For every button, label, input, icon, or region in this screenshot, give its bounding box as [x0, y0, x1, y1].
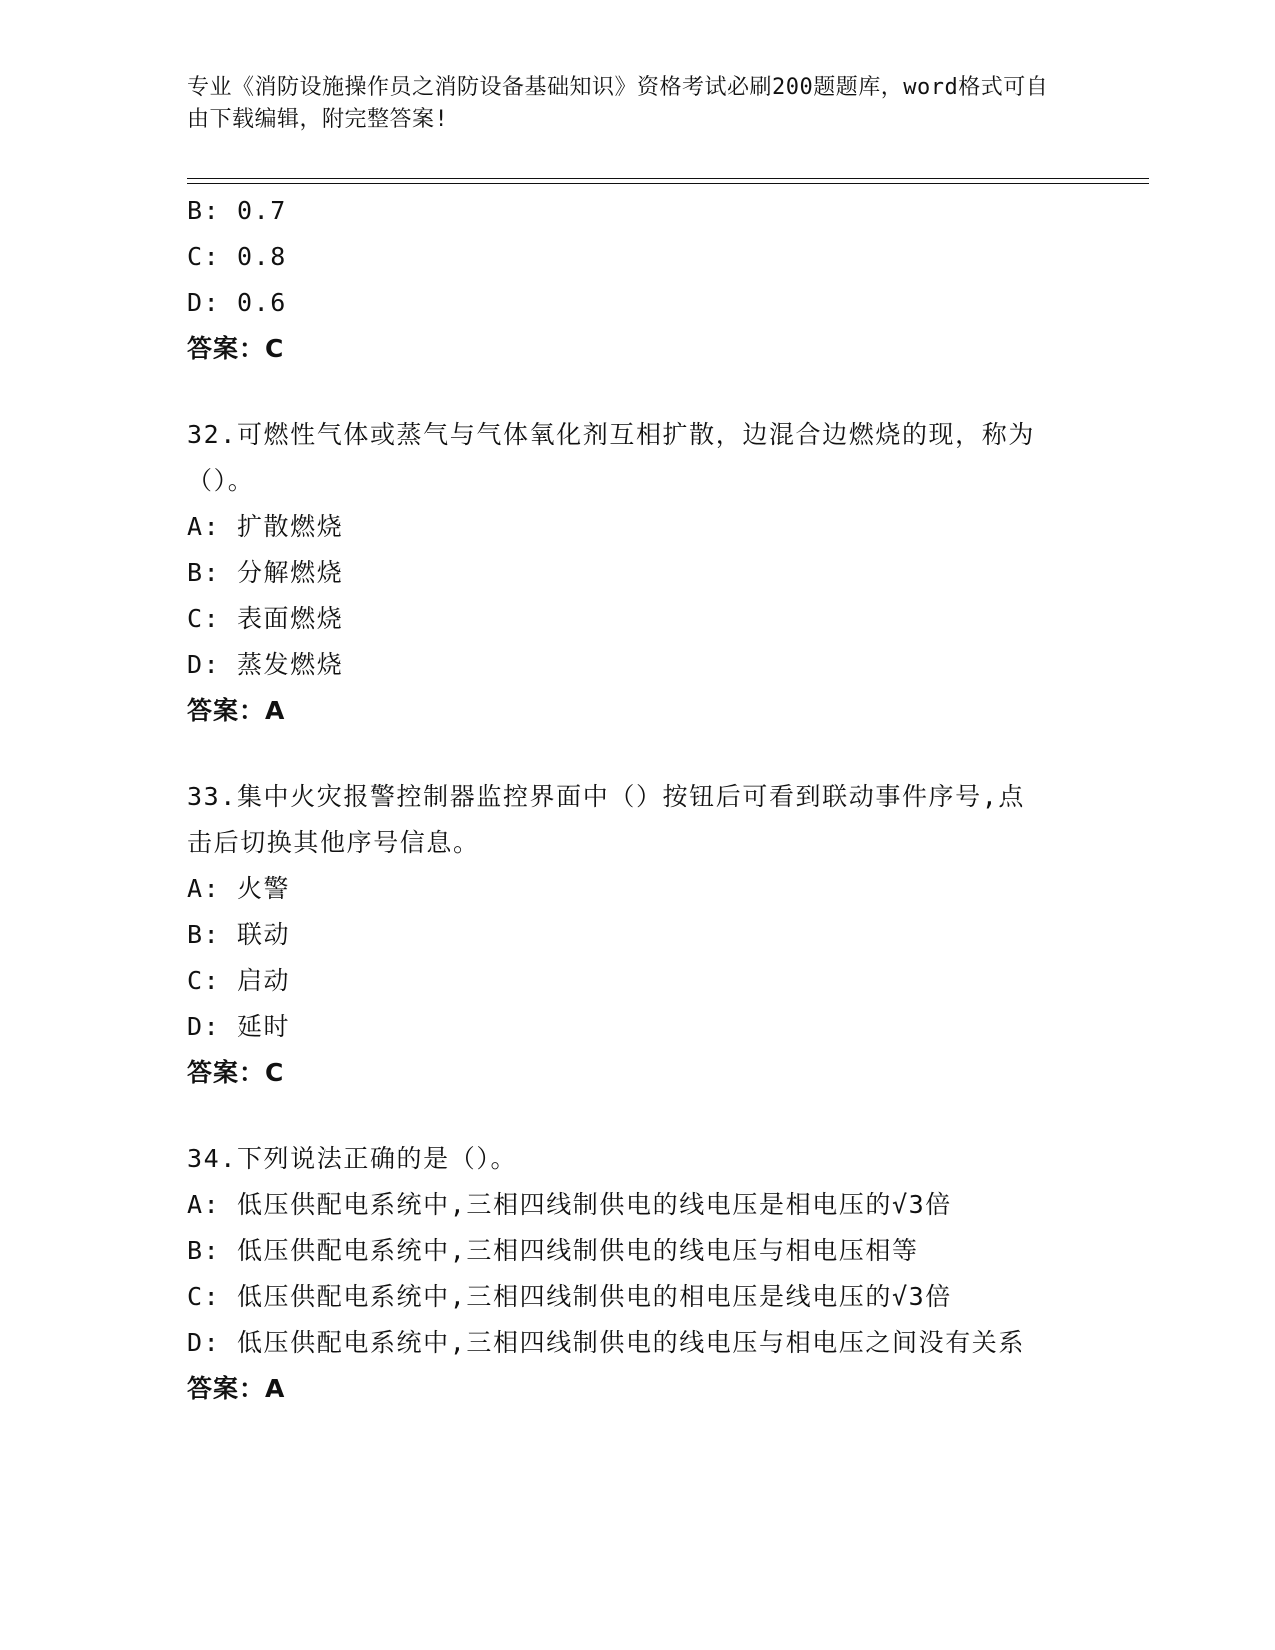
option-c: C: 表面燃烧 — [187, 604, 344, 633]
header-rule-top — [187, 178, 1149, 179]
option-c: C: 启动 — [187, 966, 291, 995]
answer-line: 答案：A — [187, 1374, 286, 1403]
option-c: C: 低压供配电系统中,三相四线制供电的相电压是线电压的√3倍 — [187, 1282, 952, 1311]
question-stem: 32.可燃性气体或蒸气与气体氧化剂互相扩散，边混合边燃烧的现，称为（）。 — [187, 420, 1035, 495]
option-d: D: 0.6 — [187, 288, 287, 317]
option-b: B: 分解燃烧 — [187, 558, 344, 587]
option-d: D: 低压供配电系统中,三相四线制供电的线电压与相电压之间没有关系 — [187, 1328, 1026, 1357]
question-stem: 33.集中火灾报警控制器监控界面中（）按钮后可看到联动事件序号,点击后切换其他序号信息。 — [187, 782, 1026, 857]
option-b: B: 低压供配电系统中,三相四线制供电的线电压与相电压相等 — [187, 1236, 919, 1265]
option-b: B: 0.7 — [187, 196, 287, 225]
answer-line: 答案：A — [187, 696, 286, 725]
question-34 — [187, 1136, 1067, 1412]
option-a: A: 扩散燃烧 — [187, 512, 344, 541]
option-d: D: 延时 — [187, 1012, 291, 1041]
option-d: D: 蒸发燃烧 — [187, 650, 344, 679]
option-a: A: 低压供配电系统中,三相四线制供电的线电压是相电压的√3倍 — [187, 1190, 952, 1219]
option-c: C: 0.8 — [187, 242, 287, 271]
option-b: B: 联动 — [187, 920, 291, 949]
question-32 — [187, 412, 1067, 734]
document-body — [187, 188, 1067, 1412]
answer-line: 答案：C — [187, 1058, 285, 1087]
question-stem: 34.下列说法正确的是（）。 — [187, 1144, 518, 1173]
question-33 — [187, 774, 1067, 1096]
option-a: A: 火警 — [187, 874, 291, 903]
carryover-block — [187, 188, 1067, 372]
page-header: 专业《消防设施操作员之消防设备基础知识》资格考试必刷200题题库，word格式可自由下载编辑，附完整答案! — [187, 75, 1049, 132]
header-rule-bottom — [187, 183, 1149, 184]
answer-line: 答案：C — [187, 334, 285, 363]
